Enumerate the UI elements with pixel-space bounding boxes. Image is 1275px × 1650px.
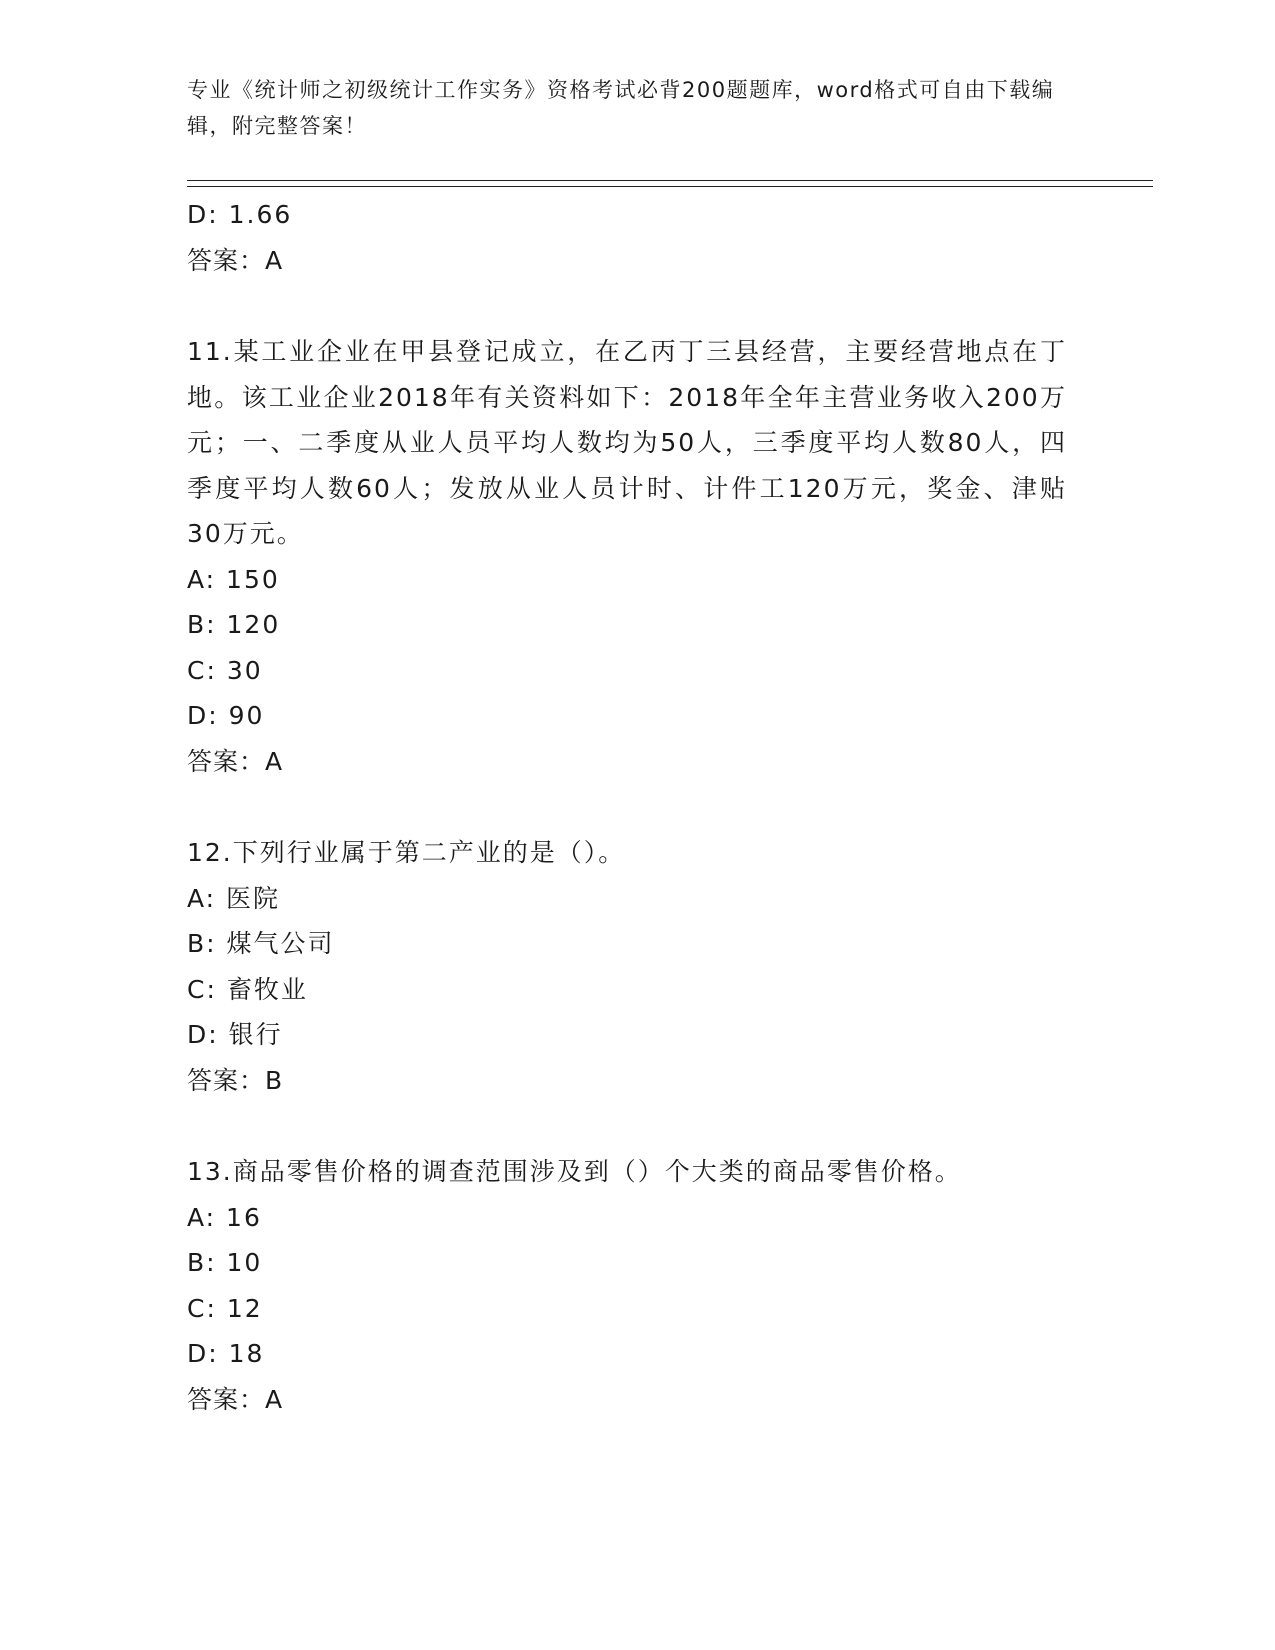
spacer [187, 283, 1087, 329]
document-header: 专业《统计师之初级统计工作实务》资格考试必背200题题库，word格式可自由下载编辑，附完整答案！ [187, 78, 1055, 138]
answer-line: 答案：A [187, 1384, 284, 1414]
option-c: C: 12 [187, 1293, 263, 1323]
option-c: C: 畜牧业 [187, 974, 308, 1004]
document-body [187, 192, 1087, 1422]
spacer [187, 1103, 1087, 1149]
answer-line: 答案：B [187, 1065, 284, 1095]
option-a: A: 医院 [187, 883, 281, 913]
answer-line: 答案：A [187, 746, 284, 776]
option-b: B: 120 [187, 610, 281, 639]
answer-line: 答案：A [187, 245, 284, 275]
option-d: D: 1.66 [187, 200, 293, 229]
option-c: C: 30 [187, 655, 263, 685]
question-13 [187, 1149, 1087, 1422]
option-d: D: 90 [187, 701, 265, 730]
question-stem: 13.商品零售价格的调查范围涉及到（）个大类的商品零售价格。 [187, 1157, 962, 1186]
option-d: D: 18 [187, 1339, 265, 1368]
question-12 [187, 830, 1087, 1103]
question-11 [187, 329, 1087, 784]
option-b: B: 10 [187, 1248, 263, 1277]
option-a: A: 16 [187, 1202, 262, 1232]
option-a: A: 150 [187, 564, 280, 594]
question-stem: 11.某工业企业在甲县登记成立，在乙丙丁三县经营，主要经营地点在丁地。该工业企业2018年有关资料如下：2018年全年主营业务收入200万元；一、二季度从业人员平均人数均为50人，三季度平均人数80人，四季度平均人数60人；发放从业人员计时、计件工120万元，奖金、津贴30万元。 [187, 337, 1067, 548]
header-divider [187, 180, 1153, 187]
option-d: D: 银行 [187, 1020, 283, 1049]
question-stem: 12.下列行业属于第二产业的是（）。 [187, 838, 626, 867]
option-b: B: 煤气公司 [187, 929, 335, 958]
spacer [187, 784, 1087, 830]
